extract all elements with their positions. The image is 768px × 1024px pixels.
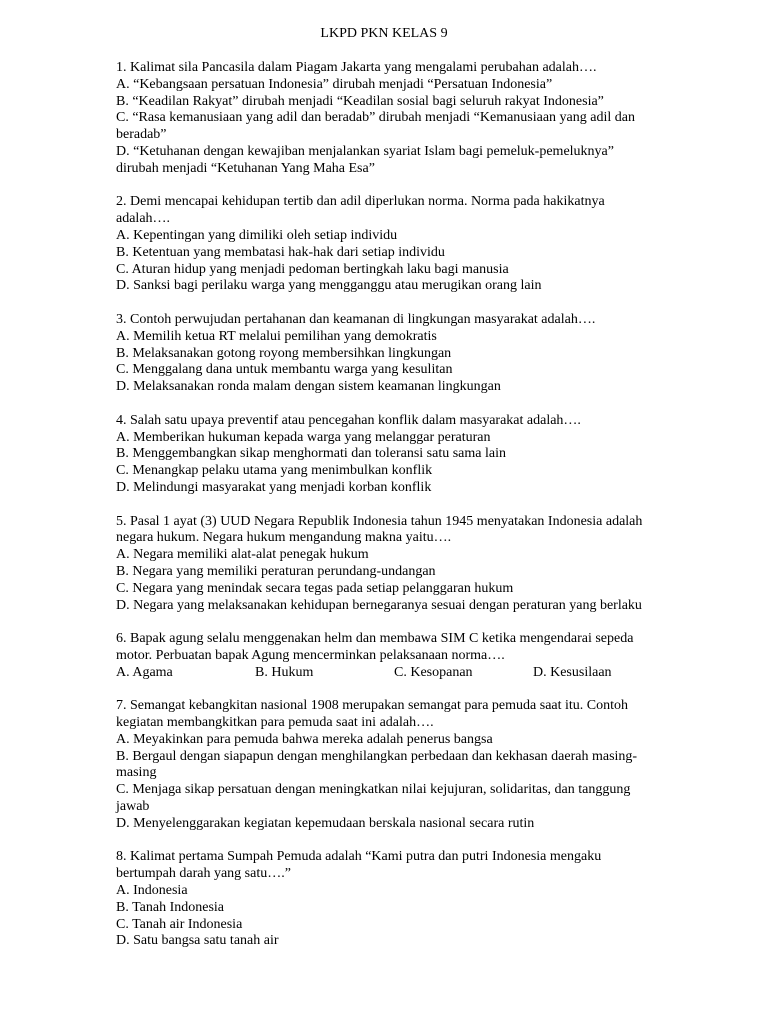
option-a: A. Agama — [116, 664, 173, 680]
option-d: D. Negara yang melaksanakan kehidupan bernegaranya sesuai dengan peraturan yang berlaku — [116, 597, 642, 613]
option-d: D. Melindungi masyarakat yang menjadi korban konflik — [116, 479, 432, 495]
page-title: LKPD PKN KELAS 9 — [320, 26, 448, 41]
question-text: 2. Demi mencapai kehidupan tertib dan adil diperlukan norma. Norma pada hakikatnya adalah…. — [116, 194, 605, 227]
option-d: D. Menyelenggarakan kegiatan kepemudaan berskala nasional secara rutin — [116, 815, 535, 831]
question-8 — [116, 849, 656, 950]
question-text: 1. Kalimat sila Pancasila dalam Piagam Jakarta yang mengalami perubahan adalah…. — [116, 60, 597, 75]
question-1 — [116, 60, 656, 178]
question-4 — [116, 413, 656, 497]
question-text: 3. Contoh perwujudan pertahanan dan keamanan di lingkungan masyarakat adalah…. — [116, 311, 596, 327]
question-list — [116, 60, 656, 967]
option-a: A. Memberikan hukuman kepada warga yang melanggar peraturan — [116, 429, 491, 445]
option-b: B. Melaksanakan gotong royong membersihkan lingkungan — [116, 345, 452, 361]
option-a: A. Kepentingan yang dimiliki oleh setiap individu — [116, 227, 398, 243]
question-7 — [116, 698, 656, 832]
option-b: B. Negara yang memiliki peraturan perundang-undangan — [116, 563, 436, 579]
option-c: C. Menggalang dana untuk membantu warga yang kesulitan — [116, 362, 453, 378]
option-c: C. “Rasa kemanusiaan yang adil dan beradab” dirubah menjadi “Kemanusiaan yang adil dan beradab” — [116, 110, 635, 143]
option-d: D. Kesusilaan — [533, 664, 612, 680]
option-b: B. Bergaul dengan siapapun dengan menghilangkan perbedaan dan kekhasan daerah masing-masing — [116, 748, 638, 781]
option-c: C. Menangkap pelaku utama yang menimbulkan konflik — [116, 463, 433, 479]
option-b: B. Ketentuan yang membatasi hak-hak dari setiap individu — [116, 244, 445, 260]
option-c: C. Negara yang menindak secara tegas pada setiap pelanggaran hukum — [116, 580, 514, 596]
question-text: 4. Salah satu upaya preventif atau pencegahan konflik dalam masyarakat adalah…. — [116, 412, 581, 428]
option-row — [116, 665, 656, 682]
option-d: D. Sanksi bagi perilaku warga yang mengganggu atau merugikan orang lain — [116, 278, 542, 294]
option-a: A. “Kebangsaan persatuan Indonesia” dirubah menjadi “Persatuan Indonesia” — [116, 76, 553, 92]
option-b: B. Tanah Indonesia — [116, 899, 225, 915]
question-6 — [116, 631, 656, 681]
question-3 — [116, 312, 656, 396]
option-c: C. Menjaga sikap persatuan dengan meningkatkan nilai kejujuran, solidaritas, dan tanggung jawab — [116, 782, 631, 815]
question-text: 6. Bapak agung selalu menggenakan helm dan membawa SIM C ketika mengendarai sepeda motor. Perbuatan bapak Agung mencerminkan pelaksanaan norma…. — [116, 631, 634, 663]
option-d: D. Melaksanakan ronda malam dengan sistem keamanan lingkungan — [116, 379, 501, 395]
option-b: B. Menggembangkan sikap menghormati dan toleransi satu sama lain — [116, 446, 506, 462]
question-2 — [116, 194, 656, 295]
option-a: A. Negara memiliki alat-alat penegak hukum — [116, 547, 369, 563]
question-text: 5. Pasal 1 ayat (3) UUD Negara Republik Indonesia tahun 1945 menyatakan Indonesia adalah negara hukum. Negara hukum mengandung makna yaitu…. — [116, 513, 643, 546]
option-c: C. Aturan hidup yang menjadi pedoman bertingkah laku bagi manusia — [116, 261, 509, 277]
option-b: B. “Keadilan Rakyat” dirubah menjadi “Keadilan sosial bagi seluruh rakyat Indonesia” — [116, 93, 604, 109]
option-c: C. Tanah air Indonesia — [116, 916, 243, 932]
question-text: 7. Semangat kebangkitan nasional 1908 merupakan semangat para pemuda saat itu. Contoh kegiatan membangkitkan para pemuda saat ini adalah…. — [116, 698, 629, 731]
question-text: 8. Kalimat pertama Sumpah Pemuda adalah “Kami putra dan putri Indonesia mengaku bertumpah darah yang satu….” — [116, 849, 602, 882]
question-5 — [116, 514, 656, 615]
option-a: A. Memilih ketua RT melalui pemilihan yang demokratis — [116, 328, 437, 344]
option-c: C. Kesopanan — [394, 664, 473, 680]
option-a: A. Indonesia — [116, 883, 188, 899]
option-a: A. Meyakinkan para pemuda bahwa mereka adalah penerus bangsa — [116, 731, 493, 747]
option-d: D. “Ketuhanan dengan kewajiban menjalankan syariat Islam bagi pemeluk-pemeluknya” dirubah menjadi “Ketuhanan Yang Maha Esa” — [116, 143, 614, 176]
option-d: D. Satu bangsa satu tanah air — [116, 933, 279, 949]
option-b: B. Hukum — [255, 664, 314, 680]
